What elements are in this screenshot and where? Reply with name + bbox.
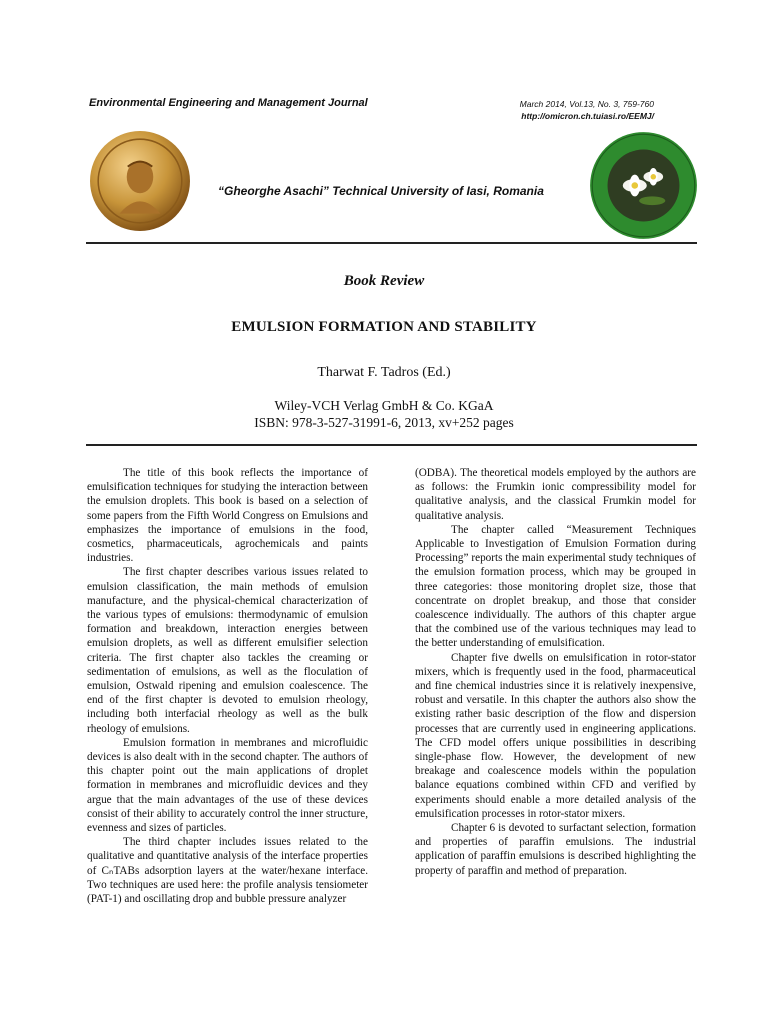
paragraph: The title of this book reflects the importance of emulsification techniques for studying the interaction between the emulsion droplets. This book is based on a selection of some papers from the Fifth World Congress on Emulsions and emphasizes the importance of emulsions in the food, cosmetics, pharmaceuticals, agrochemicals and paints industries. [87,467,368,565]
university-name: “Gheorghe Asachi” Technical University of Iasi, Romania [218,184,544,198]
issue-details: March 2014, Vol.13, No. 3, 759-760 [519,99,654,109]
paragraph: The chapter called “Measurement Techniques Applicable to Investigation of Emulsion Formation during Processing” reports the main experimental study techniques of the emulsion formation process, which may be grouped in three categories: those monitoring droplet size, those that concentrate on droplet breakup, and those that consider coalescence individually. The authors of this chapter argue that the combined use of the various techniques may lead to the better understanding of emulsification. [415,523,696,650]
paragraph: Chapter 6 is devoted to surfactant selection, formation and properties of paraffin emulsions. The industrial application of paraffin emulsions is described highlighting the property of paraffin and method of preparation. [415,822,696,877]
title-rule [86,444,697,446]
right-column [415,466,696,878]
medal-icon [89,130,191,232]
paragraph: The first chapter describes various issues related to emulsion classification, the main methods of emulsion manufacture, and the physical-chemical characterization of the various types of emulsions: thermodynamic of emulsion formation and breakdown, interaction energies between emulsion droplets, as well as different emulsifier selection criteria. The first chapter also tackles the creaming or sedimentation of emulsions, as well as the floculation of emulsion, Ostwald ripening and emulsion coalescence. The end of the first chapter is devoted to emulsion rheology, including both interfacial rheology as well as the bulk rheology of emulsions. [87,566,368,735]
book-publisher: Wiley-VCH Verlag GmbH & Co. KGaA [274,398,494,413]
left-column [87,466,368,906]
journal-url[interactable]: http://omicron.ch.tuiasi.ro/EEMJ/ [521,111,654,121]
section-label: Book Review [343,273,425,289]
paragraph: Chapter five dwells on emulsification in rotor-stator mixers, which is frequently used in the food, pharmaceutical and fine chemical industries since it is relatively inexpensive, robust and versatile. In this chapter the authors also show the existing rather basic description of the flow and dispersion processes that are currently used in engineering applications. The CFD model offers unique possibilities in describing single-phase flow. However, the development of new breakage and coalescence models within the population balance equations combined within CFD and verified by experiments should enable a more detailed analysis of the emulsification processes in rotor-stator mixers. [415,651,696,820]
book-isbn: ISBN: 978-3-527-31991-6, 2013, xv+252 pages [254,415,514,430]
article-title: EMULSION FORMATION AND STABILITY [231,319,537,335]
paragraph: The third chapter includes issues related to the qualitative and quantitative analysis of the interface properties of CₙTABs adsorption layers at the water/hexane interface. Two techniques are used here: the profile analysis tensiometer (PAT-1) and oscillating drop and bubble pressure analyzer [87,836,368,906]
issue-info [520,98,654,122]
header-rule [86,242,697,244]
journal-name: Environmental Engineering and Management Journal [89,97,368,109]
paragraph: Emulsion formation in membranes and microfluidic devices is also dealt with in the second chapter. The authors of this chapter point out the main applications of droplet formation in membranes and microfluidic devices and they argue that the main advantages of the use of these devices consist of their ability to accurately control the inner structure, evenness and sizes of particles. [87,736,368,835]
eemj-logo-icon [589,131,698,240]
book-editor: Tharwat F. Tadros (Ed.) [317,365,451,380]
paragraph-continuation: (ODBA). The theoretical models employed by the authors are as follows: the Frumkin ionic compressibility model for qualitative analysis, and the classical Frumkin model for qualitative analysis. [415,467,696,522]
